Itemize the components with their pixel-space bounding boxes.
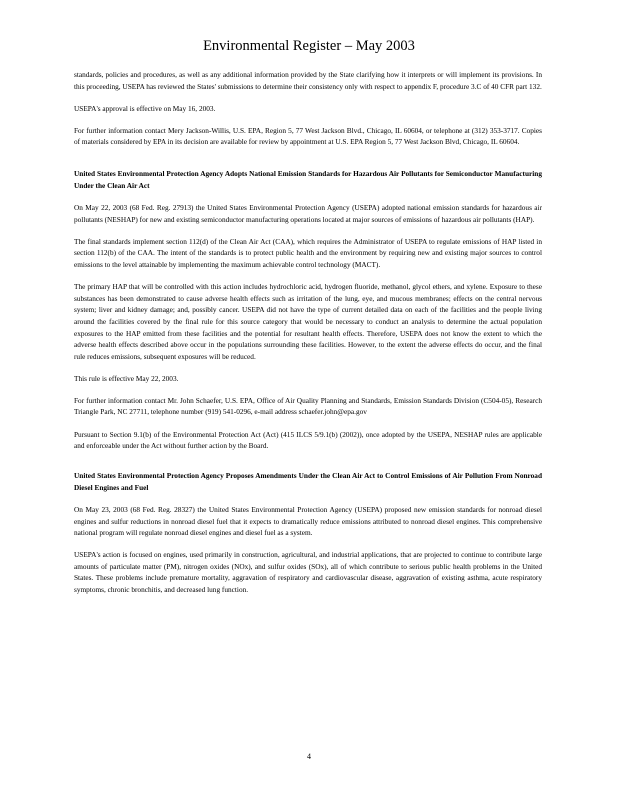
section-1-heading: United States Environmental Protection Agency Adopts National Emission Standards for Hazardous Air Pollutants for Semiconductor Manufacturing Under the Clean Air Act xyxy=(74,169,542,191)
section-2-paragraph-2: USEPA's action is focused on engines, used primarily in construction, agricultural, and industrial applications, that are projected to continue to contribute large amounts of particulate matter (PM), nitrogen oxides (NOx), and sulfur oxides (SOx), all of which contribute to serious public health problems in the United States. These problems include premature mortality, aggravation of respiratory and cardiovascular disease, aggravation of existing asthma, acute respiratory symptoms, chronic bronchitis, and decreased lung function. xyxy=(74,550,542,594)
page-number: 4 xyxy=(307,752,311,761)
section-1-paragraph-5: For further information contact Mr. John Schaefer, U.S. EPA, Office of Air Quality Planning and Standards, Emission Standards Division (C504-05), Research Triangle Park, NC 27711, telephone number (919) 541-0296, e-mail address schaefer.john@epa.gov xyxy=(74,395,542,417)
intro-paragraph-2: USEPA's approval is effective on May 16, 2003. xyxy=(74,103,216,113)
intro-paragraph-1: standards, policies and procedures, as well as any additional information provided by the State clarifying how it interprets or will implement its provisions. In this proceeding, USEPA has reviewed the States' submissions to determine their consistency only with respect to appendix F, procedure 3.C of 40 CFR part 132. xyxy=(74,70,542,91)
section-1-paragraph-6: Pursuant to Section 9.1(b) of the Environmental Protection Act (Act) (415 ILCS 5/9.1(b) (2002)), once adopted by the USEPA, NESHAP rules are applicable and enforceable under the Act without further action by the Board. xyxy=(74,429,542,451)
section-1-paragraph-2: The final standards implement section 112(d) of the Clean Air Act (CAA), which requires the Administrator of USEPA to regulate emissions of HAP listed in section 112(b) of the CAA. The intent of the standards is to protect public health and the environment by requiring new and existing major sources to control emissions to the level attainable by implementing the maximum achievable control technology (MACT). xyxy=(74,236,542,270)
intro-paragraph-3: For further information contact Mery Jackson-Willis, U.S. EPA, Region 5, 77 West Jackson Blvd., Chicago, IL 60604, or telephone at (312) 353-3717. Copies of materials considered by EPA in its decision are available for review by appointment at U.S. EPA Region 5, 77 West Jackson Blvd, Chicago, IL 60604. xyxy=(74,125,542,147)
document-body xyxy=(74,69,542,606)
section-1-paragraph-3: The primary HAP that will be controlled with this action includes hydrochloric acid, hydrogen fluoride, methanol, glycol ethers, and xylene. Exposure to these substances has been demonstrated to cause adverse health effects such as irritation of the lung, eye, and mucous membranes; effects on the central nervous system; liver and kidney damage; and, possibly cancer. USEPA did not have the type of current detailed data on each of the facilities and the people living around the facilities covered by the final rule for this source category that would be necessary to conduct an analysis to determine the actual population exposures to the HAP emitted from these facilities and the potential for resultant health effects. Therefore, USEPA does not know the extent to which the adverse health effects described above occur in the populations surrounding these facilities. However, to the extent the adverse effects do occur, and the final rule reduces emissions, subsequent exposures will be reduced. xyxy=(74,282,542,361)
section-1-paragraph-4: This rule is effective May 22, 2003. xyxy=(74,373,179,383)
section-2-heading: United States Environmental Protection Agency Proposes Amendments Under the Clean Air Act to Control Emissions of Air Pollution From Nonroad Diesel Engines and Fuel xyxy=(74,471,542,492)
page-title: Environmental Register – May 2003 xyxy=(203,38,415,54)
section-1-paragraph-1: On May 22, 2003 (68 Fed. Reg. 27913) the United States Environmental Protection Agency (USEPA) adopted national emission standards for hazardous air pollutants (NESHAP) for new and existing semiconductor manufacturing operations located at major sources of emissions of hazardous air pollutants (HAP). xyxy=(74,203,542,224)
section-2-paragraph-1: On May 23, 2003 (68 Fed. Reg. 28327) the United States Environmental Protection Agency (USEPA) proposed new emission standards for nonroad diesel engines and sulfur reductions in nonroad diesel fuel that it expects to dramatically reduce emissions attributed to nonroad diesel engines. This comprehensive national program will regulate nonroad diesel engines and diesel fuel as a system. xyxy=(74,504,542,538)
